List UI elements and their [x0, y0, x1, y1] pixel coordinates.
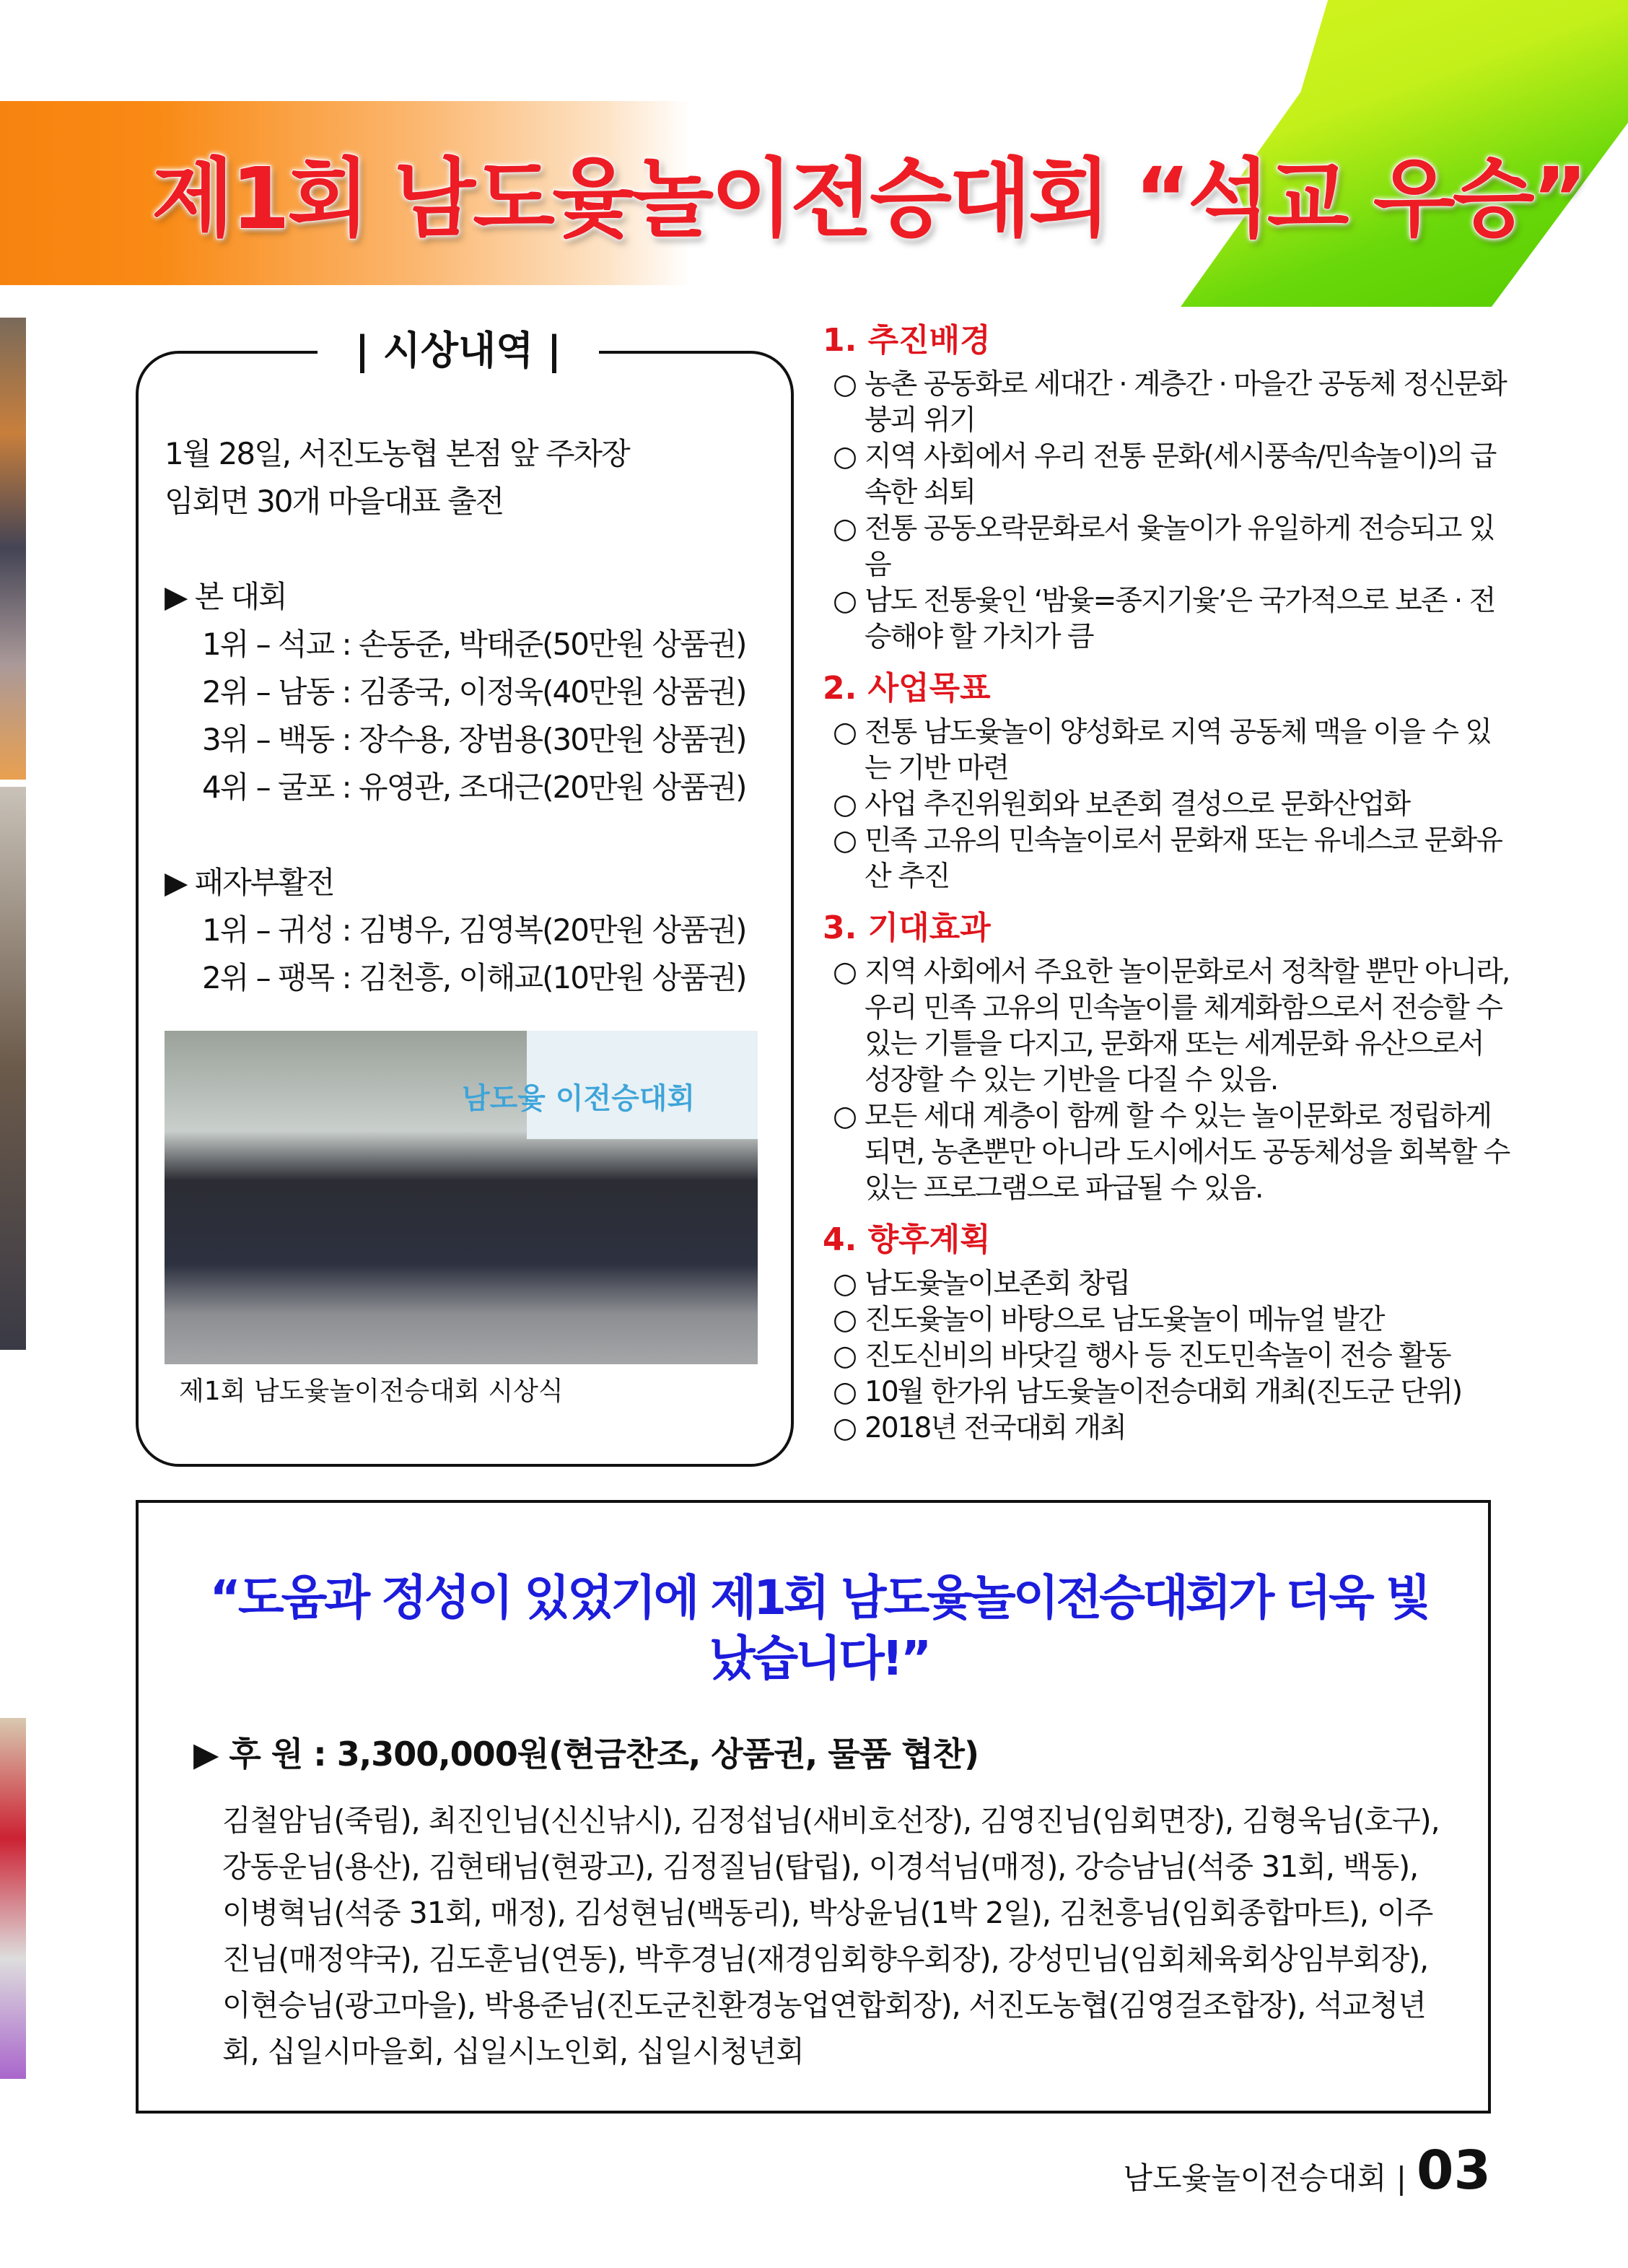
award-ceremony-photo	[165, 1031, 758, 1364]
award-row: 4위 – 굴포 : 유영관, 조대근(20만원 상품권)	[202, 769, 746, 805]
sponsors-box	[136, 1500, 1491, 2114]
awards-intro-line: 1월 28일, 서진도농협 본점 앞 주차장	[165, 436, 629, 471]
publication-name: 남도윷놀이전승대회 |	[1123, 2160, 1407, 2196]
plan-column	[823, 318, 1515, 1457]
section-heading: 4. 향후계획	[823, 1221, 991, 1258]
award-row: 2위 – 팽목 : 김천흥, 이해교(10만원 상품권)	[202, 960, 746, 995]
bullet-item: ○ 진도윷놀이 바탕으로 남도윷놀이 메뉴얼 발간	[823, 1302, 1515, 1338]
section-effects	[823, 905, 1515, 1207]
section-future-plans	[823, 1217, 1515, 1447]
bullet-item: ○ 농촌 공동화로 세대간 · 계층간 · 마을간 공동체 정신문화 붕괴 위기	[823, 367, 1515, 439]
award-row: 1위 – 석교 : 손동준, 박태준(50만원 상품권)	[202, 627, 746, 662]
awards-intro-line: 임회면 30개 마을대표 출전	[165, 484, 504, 519]
section-goals	[823, 666, 1515, 895]
lower-section	[136, 1500, 1491, 2202]
bullet-item: ○ 민족 고유의 민속놀이로서 문화재 또는 유네스코 문화유산 추진	[823, 823, 1515, 895]
page-title: 제1회 남도윷놀이전승대회 “석교 우승”	[152, 149, 1585, 248]
bullet-item: ○ 전통 공동오락문화로서 윷놀이가 유일하게 전승되고 있음	[823, 511, 1515, 583]
photo-banner-text: 남도윷 이전승대회	[462, 1082, 696, 1115]
bullet-item: ○ 모든 세대 계층이 함께 할 수 있는 놀이문화로 정립하게 되면, 농촌뿐만 아니라 도시에서도 공동체성을 회복할 수 있는 프로그램으로 파급될 수 있음.	[823, 1099, 1515, 1207]
bullet-item: ○ 사업 추진위원회와 보존회 결성으로 문화산업화	[823, 787, 1515, 823]
main-contest-label: ▶ 본 대회	[165, 579, 286, 614]
award-row: 2위 – 남동 : 김종국, 이정욱(40만원 상품권)	[202, 674, 746, 710]
bullet-item: ○ 진도신비의 바닷길 행사 등 진도민속놀이 전승 활동	[823, 1338, 1515, 1374]
bullet-item: ○ 남도윷놀이보존회 창립	[823, 1266, 1515, 1302]
bullet-item: ○ 10월 한가위 남도윷놀이전승대회 개최(진도군 단위)	[823, 1374, 1515, 1410]
awards-title: | 시상내역 |	[318, 325, 599, 377]
bullet-item: ○ 남도 전통윷인 ‘밤윷=종지기윷’은 국가적으로 보존 · 전승해야 할 가치가 큼	[823, 583, 1515, 655]
section-heading: 2. 사업목표	[823, 670, 991, 707]
side-photo-strip	[0, 318, 26, 780]
side-photo-strip	[0, 1718, 26, 2079]
bullet-item: ○ 지역 사회에서 주요한 놀이문화로서 정착할 뿐만 아니라, 우리 민족 고유의 민속놀이를 체계화함으로서 전승할 수 있는 기틀을 다지고, 문화재 또는 세계문화 유산으로서 성장할 수 있는 기반을 다질 수 있음.	[823, 954, 1515, 1099]
section-background	[823, 318, 1515, 655]
repechage-label: ▶ 패자부활전	[165, 865, 334, 900]
awards-body	[165, 430, 776, 1002]
thanks-message: “도움과 정성이 있었기에 제1회 남도윷놀이전승대회가 더욱 빛났습니다!”	[209, 1570, 1429, 1686]
photo-caption: 제1회 남도윷놀이전승대회 시상식	[179, 1377, 564, 1406]
side-photo-strip	[0, 787, 26, 1350]
sponsorship-total: ▶ 후 원 : 3,300,000원(현금찬조, 상품권, 물품 협찬)	[193, 1735, 979, 1774]
bullet-item: ○ 2018년 전국대회 개최	[823, 1410, 1515, 1447]
bullet-item: ○ 전통 남도윷놀이 양성화로 지역 공동체 맥을 이을 수 있는 기반 마련	[823, 715, 1515, 787]
page-number: 03	[1417, 2140, 1491, 2202]
section-heading: 1. 추진배경	[823, 322, 991, 359]
page-footer	[136, 2140, 1491, 2202]
award-row: 3위 – 백동 : 장수용, 장범용(30만원 상품권)	[202, 722, 746, 757]
section-heading: 3. 기대효과	[823, 910, 991, 946]
donor-list: 김철암님(죽림), 최진인님(신신낚시), 김정섭님(새비호선장), 김영진님(임회면장), 김형욱님(호구), 강동운님(용산), 김현태님(현광고), 김정질님(탑립), 이경석님(매정), 강승남님(석중 31회, 백동), 이병혁님(석중 31회, 매정), 김성현님(백동리), 박상윤님(1박 2일), 김천흥님(임회종합마트), 이주진님(매정약국), 김도훈님(연동), 박후경님(재경임회향우회장), 강성민님(임회체육회상임부회장), 이현승님(광고마을), 박용준님(진도군친환경농업연합회장), 서진도농협(김영걸조합장), 석교청년회, 십일시마을회, 십일시노인회, 십일시청년회	[222, 1803, 1440, 2069]
award-row: 1위 – 귀성 : 김병우, 김영복(20만원 상품권)	[202, 912, 746, 948]
awards-box	[136, 328, 794, 1467]
bullet-item: ○ 지역 사회에서 우리 전통 문화(세시풍속/민속놀이)의 급속한 쇠퇴	[823, 439, 1515, 511]
